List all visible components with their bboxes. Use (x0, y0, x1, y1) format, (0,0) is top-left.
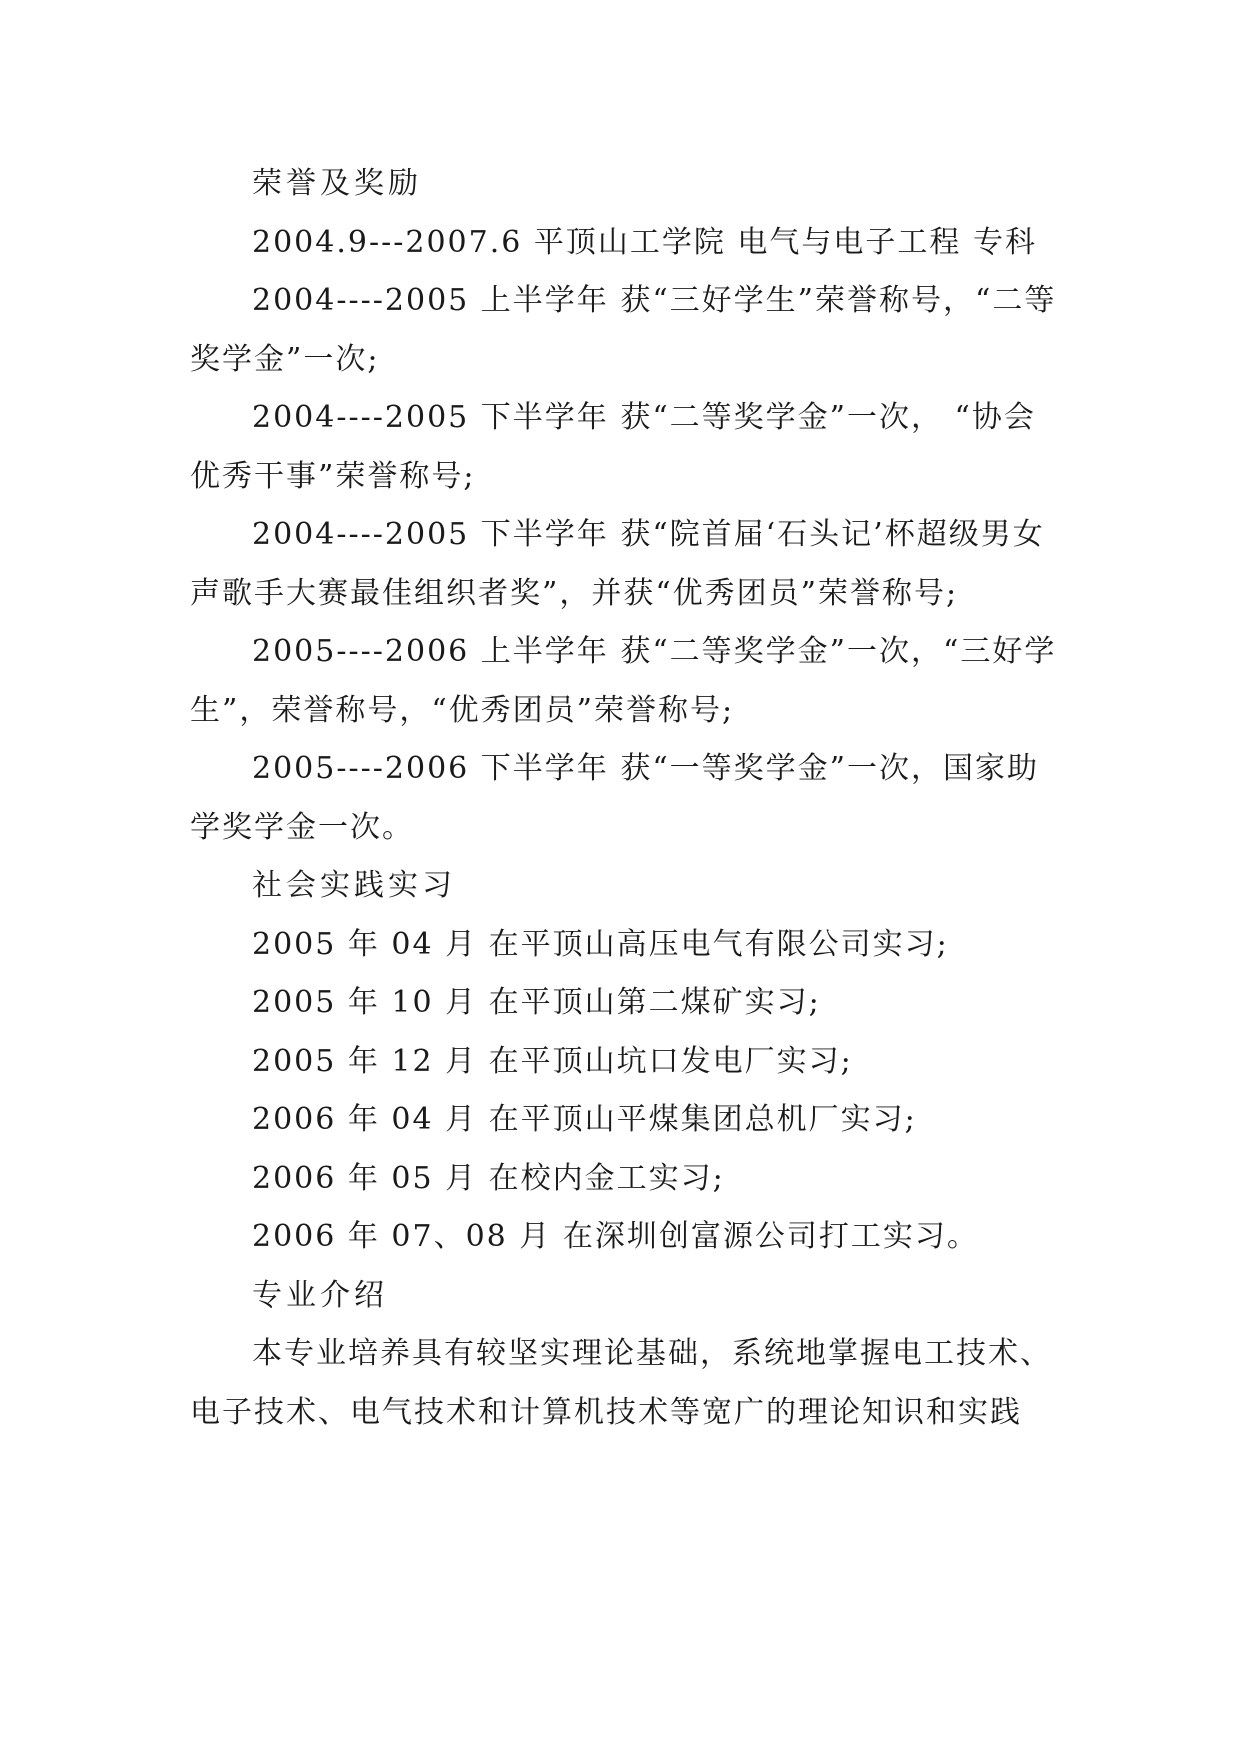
internship-item: 2005 年 04 月 在平顶山高压电气有限公司实习; (252, 926, 949, 962)
honors-paragraph: 2005----2006 下半学年 获“一等奖学金”一次，国家助学奖学金一次。 (190, 751, 1039, 845)
major-paragraph: 本专业培养具有较坚实理论基础，系统地掌握电工技术、电子技术、电气技术和计算机技术等宽广的理论知识和实践 (190, 1336, 1052, 1430)
honors-paragraph: 2004----2005 上半学年 获“三好学生”荣誉称号，“二等奖学金”一次; (190, 283, 1057, 377)
document-page (190, 155, 1060, 1442)
honors-paragraph: 2004----2005 下半学年 获“二等奖学金”一次， “协会优秀干事”荣誉称号; (190, 400, 1036, 494)
honors-paragraph: 2004.9---2007.6 平顶山工学院 电气与电子工程 专科 (252, 224, 1037, 260)
internship-item: 2005 年 12 月 在平顶山坑口发电厂实习; (252, 1043, 853, 1079)
internship-item: 2006 年 05 月 在校内金工实习; (252, 1160, 725, 1196)
internship-item: 2006 年 04 月 在平顶山平煤集团总机厂实习; (252, 1102, 917, 1137)
section-heading-honors: 荣誉及奖励 (252, 166, 422, 201)
section-heading-internship: 社会实践实习 (252, 868, 456, 903)
honors-paragraph: 2005----2006 上半学年 获“二等奖学金”一次，“三好学生”，荣誉称号，“优秀团员”荣誉称号; (190, 634, 1057, 728)
section-heading-major: 专业介绍 (252, 1277, 388, 1313)
honors-paragraph: 2004----2005 下半学年 获“院首届‘石头记’杯超级男女声歌手大赛最佳组织者奖”，并获“优秀团员”荣誉称号; (190, 517, 1045, 611)
internship-item: 2006 年 07、08 月 在深圳创富源公司打工实习。 (252, 1219, 979, 1254)
internship-item: 2005 年 10 月 在平顶山第二煤矿实习; (252, 985, 821, 1020)
